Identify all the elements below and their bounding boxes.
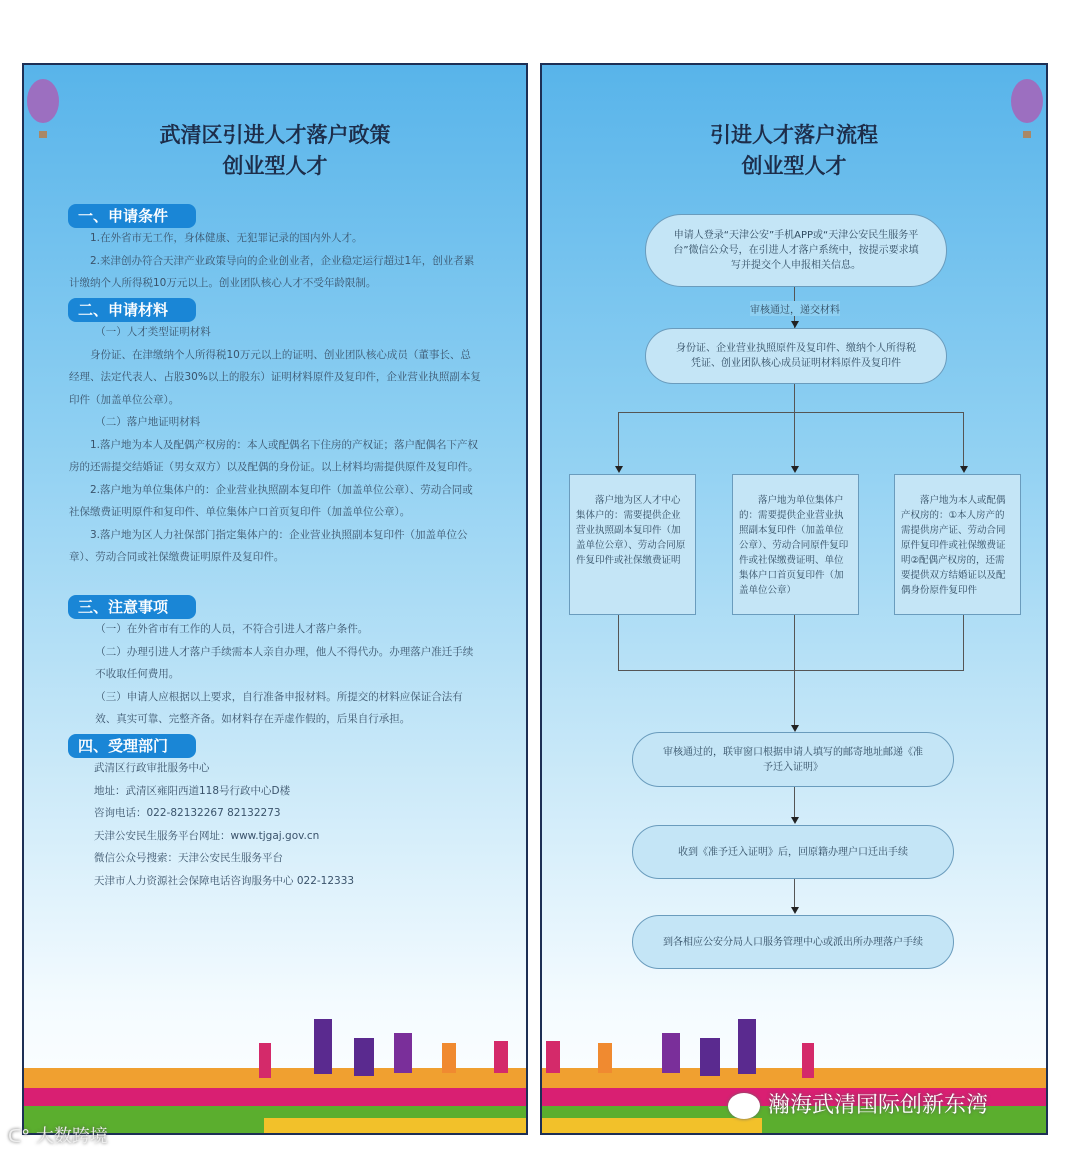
hot-air-balloon-icon	[26, 77, 60, 147]
department-info	[94, 757, 354, 893]
arrow-down-icon	[791, 907, 799, 914]
paragraph: 身份证、在津缴纳个人所得税10万元以上的证明、创业团队核心成员（董事长、总经理、法定代表人、占股30%以上的股东）证明材料原件及复印件，企业营业执照副本复印件（加盖单位公章）。	[69, 348, 481, 406]
paragraph: （三）申请人应根据以上要求，自行准备申报材料。所提交的材料应保证合法有效、真实可靠、完整齐备。如材料存在弄虚作假的，后果自行承担。	[95, 690, 463, 725]
flow-step-4: 收到《准予迁入证明》后，回原籍办理户口迁出手续	[632, 825, 954, 879]
arrow-down-icon	[791, 725, 799, 732]
process-poster	[540, 63, 1048, 1135]
section-body	[69, 618, 481, 731]
connector-line	[618, 670, 964, 671]
flow-step-3: 审核通过的，联审窗口根据申请人填写的邮寄地址邮递《准予迁入证明》	[632, 732, 954, 787]
section-body	[69, 321, 481, 569]
policy-poster	[22, 63, 528, 1135]
watermark-text: 瀚海武清国际创新东湾	[768, 1093, 989, 1118]
city-skyline-illustration	[24, 1013, 528, 1133]
connector-line	[963, 412, 964, 467]
arrow-down-icon	[960, 466, 968, 473]
section-heading: 四、受理部门	[68, 734, 196, 758]
dept-website: 天津公安民生服务平台网址：www.tjgaj.gov.cn	[94, 829, 320, 842]
poster-subtitle: 创业型人才	[741, 154, 847, 178]
dept-hotline: 天津市人力资源社会保障电话咨询服务中心 022-12333	[94, 874, 355, 887]
branch-box: 落户地为本人或配偶产权房的：①本人房产的需提供房产证、劳动合同原件复印件或社保缴费证明②配偶产权房的，还需要提供双方结婚证以及配偶身份原件复印件	[894, 474, 1021, 615]
paragraph: （二）落户地证明材料	[95, 416, 201, 428]
connector-line	[963, 615, 964, 670]
section-heading: 一、申请条件	[68, 204, 196, 228]
connector-line	[618, 412, 619, 467]
connector-line	[794, 879, 795, 908]
connector-line	[794, 384, 795, 412]
arrow-down-icon	[791, 466, 799, 473]
poster-subtitle: 创业型人才	[222, 154, 328, 178]
paragraph: （一）在外省市有工作的人员，不符合引进人才落户条件。	[95, 623, 369, 635]
flow-label: 审核通过，递交材料	[750, 301, 840, 316]
section-heading: 三、注意事项	[68, 595, 196, 619]
paragraph: 3.落户地为区人力社保部门指定集体户的：企业营业执照副本复印件（加盖单位公章）、劳动合同或社保缴费证明原件及复印件。	[69, 528, 468, 563]
corner-watermark	[8, 1122, 108, 1148]
poster-title: 武清区引进人才落户政策	[159, 123, 391, 147]
arrow-down-icon	[791, 321, 799, 328]
branch-box: 落户地为单位集体户的：需要提供企业营业执照副本复印件（加盖单位公章）、劳动合同原件复印件或社保缴费证明、单位集体户口首页复印件（加盖单位公章）	[732, 474, 859, 615]
connector-line	[794, 412, 795, 467]
paragraph: 2.来津创办符合天津产业政策导向的企业创业者，企业稳定运行超过1年，创业者累计缴纳个人所得税10万元以上。创业团队核心人才不受年龄限制。	[69, 254, 475, 289]
arrow-down-icon	[615, 466, 623, 473]
flow-step-2: 身份证、企业营业执照原件及复印件、缴纳个人所得税凭证、创业团队核心成员证明材料原件及复印件	[645, 328, 947, 384]
poster-title: 引进人才落户流程	[710, 123, 878, 147]
section-heading: 二、申请材料	[68, 298, 196, 322]
wechat-watermark	[728, 1088, 988, 1119]
paragraph: 1.在外省市无工作，身体健康、无犯罪记录的国内外人才。	[90, 232, 363, 244]
logo-icon: ᑕ°	[8, 1126, 36, 1147]
arrow-down-icon	[791, 817, 799, 824]
paragraph: 1.落户地为本人及配偶产权房的：本人或配偶名下住房的产权证；落户配偶名下产权房的还需提交结婚证（男女双方）以及配偶的身份证。以上材料均需提供原件及复印件。	[69, 438, 479, 473]
section-body	[69, 227, 481, 295]
flow-step-1: 申请人登录“天津公安”手机APP或“天津公安民生服务平台”微信公众号，在引进人才落户系统中，按提示要求填写并提交个人申报相关信息。	[645, 214, 947, 287]
paragraph: （一）人才类型证明材料	[95, 326, 211, 338]
connector-line	[618, 615, 619, 670]
dept-wechat: 微信公众号搜索：天津公安民生服务平台	[94, 852, 283, 865]
paragraph: 2.落户地为单位集体户的：企业营业执照副本复印件（加盖单位公章）、劳动合同或社保缴费证明原件和复印件、单位集体户口首页复印件（加盖单位公章）。	[69, 483, 473, 518]
dept-address: 地址：武清区雍阳西道118号行政中心D楼	[94, 784, 291, 797]
connector-line	[794, 787, 795, 818]
dept-phone: 咨询电话：022-82132267 82132273	[94, 807, 281, 820]
connector-line	[618, 412, 964, 413]
wechat-icon	[728, 1093, 760, 1119]
flow-step-5: 到各相应公安分局人口服务管理中心或派出所办理落户手续	[632, 915, 954, 969]
watermark-text: 大数跨境	[35, 1126, 108, 1147]
hot-air-balloon-icon	[1010, 77, 1044, 147]
branch-box: 落户地为区人才中心集体户的：需要提供企业营业执照副本复印件（加盖单位公章）、劳动合同原件复印件或社保缴费证明	[569, 474, 696, 615]
paragraph: （二）办理引进人才落户手续需本人亲自办理，他人不得代办。办理落户准迁手续不收取任何费用。	[95, 645, 474, 680]
dept-name: 武清区行政审批服务中心	[94, 762, 210, 774]
